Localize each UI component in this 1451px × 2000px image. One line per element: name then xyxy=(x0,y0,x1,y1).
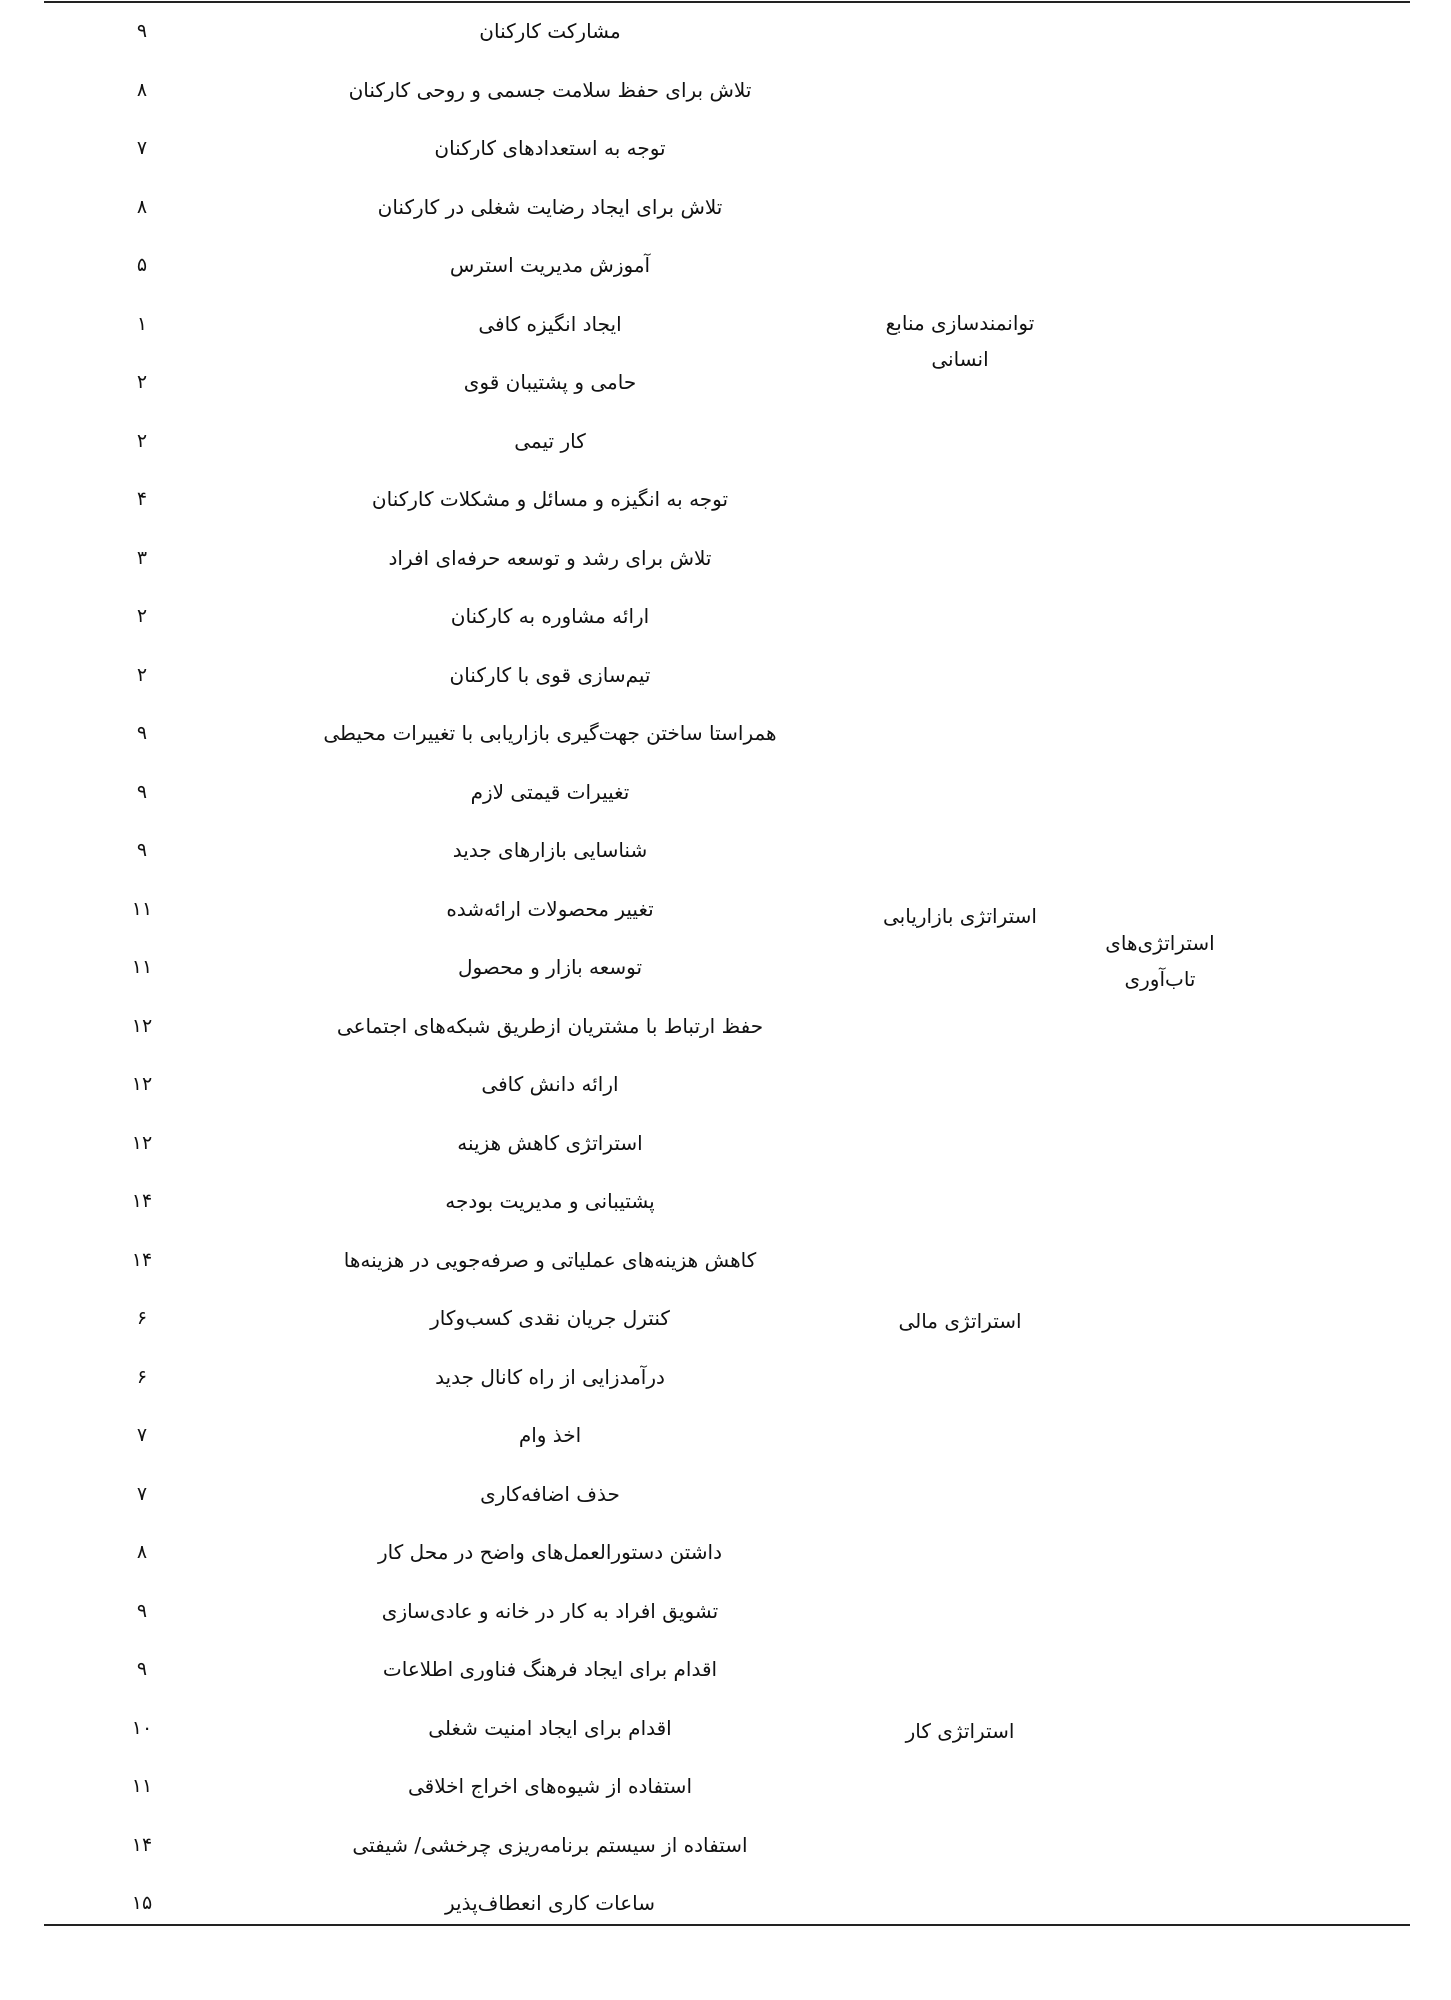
row-text: کاهش هزینه‌های عملیاتی و صرفه‌جویی در هزینه‌ها xyxy=(343,1248,757,1272)
row-text: تغییر محصولات ارائه‌شده xyxy=(446,897,654,921)
row-text: کنترل جریان نقدی کسب‌وکار xyxy=(430,1306,670,1330)
table-row xyxy=(0,1474,1451,1514)
table-row xyxy=(0,655,1451,695)
table-row xyxy=(0,1649,1451,1689)
table-row xyxy=(0,1415,1451,1455)
row-text: تیم‌سازی قوی با کارکنان xyxy=(449,663,651,687)
table-row xyxy=(0,1006,1451,1046)
table-row xyxy=(0,1532,1451,1572)
row-text: ارائه مشاوره به کارکنان xyxy=(450,604,650,628)
row-text: تلاش برای رشد و توسعه حرفه‌ای افراد xyxy=(388,546,712,570)
row-frequency: ۱ xyxy=(136,313,148,335)
row-frequency: ۲ xyxy=(136,371,148,393)
row-frequency: ۹ xyxy=(136,20,148,42)
row-frequency: ۸ xyxy=(136,79,148,101)
row-text: کار تیمی xyxy=(514,429,586,453)
table-row xyxy=(0,772,1451,812)
table-row xyxy=(0,1591,1451,1631)
row-text: تشویق افراد به کار در خانه و عادی‌سازی xyxy=(381,1599,719,1623)
row-frequency: ۸ xyxy=(136,196,148,218)
row-frequency: ۲ xyxy=(136,430,148,452)
row-text: داشتن دستورالعمل‌های واضح در محل کار xyxy=(378,1540,722,1564)
table-row xyxy=(0,1708,1451,1748)
table-row xyxy=(0,1123,1451,1163)
table-row xyxy=(0,1064,1451,1104)
table-row xyxy=(0,187,1451,227)
row-text: تغییرات قیمتی لازم xyxy=(470,780,630,804)
group-line-1: استراتژی بازاریابی xyxy=(883,904,1037,928)
row-text: مشارکت کارکنان xyxy=(479,19,621,43)
table-row xyxy=(0,1357,1451,1397)
row-frequency: ۱۴ xyxy=(131,1249,153,1271)
group-line-1: توانمندسازی منابع xyxy=(885,311,1035,335)
row-text: حامی و پشتیبان قوی xyxy=(463,370,637,394)
bottom-rule xyxy=(44,1924,1410,1926)
table-row xyxy=(0,128,1451,168)
table-row xyxy=(0,1883,1451,1923)
table-row xyxy=(0,421,1451,461)
table-row xyxy=(0,245,1451,285)
top-rule xyxy=(44,1,1410,3)
row-text: ایجاد انگیزه کافی xyxy=(478,312,622,336)
row-frequency: ۷ xyxy=(136,1483,148,1505)
row-frequency: ۲ xyxy=(136,664,148,686)
row-text: درآمدزایی از راه کانال جدید xyxy=(435,1365,665,1389)
row-text: توجه به انگیزه و مسائل و مشکلات کارکنان xyxy=(371,487,729,511)
row-frequency: ۱۲ xyxy=(131,1015,153,1037)
row-frequency: ۱۴ xyxy=(131,1834,153,1856)
table-row xyxy=(0,1766,1451,1806)
row-frequency: ۱۲ xyxy=(131,1073,153,1095)
table-row xyxy=(0,596,1451,636)
row-frequency: ۹ xyxy=(136,1600,148,1622)
row-frequency: ۶ xyxy=(136,1366,148,1388)
table-row xyxy=(0,1181,1451,1221)
row-frequency: ۷ xyxy=(136,137,148,159)
row-text: همراستا ساختن جهت‌گیری بازاریابی با تغییرات محیطی xyxy=(323,721,777,745)
row-frequency: ۸ xyxy=(136,1541,148,1563)
row-frequency: ۹ xyxy=(136,839,148,861)
row-frequency: ۱۱ xyxy=(131,956,153,978)
row-text: پشتیبانی و مدیریت بودجه xyxy=(445,1189,655,1213)
category-line-1: استراتژی‌های xyxy=(1105,931,1215,955)
table-row xyxy=(0,889,1451,929)
row-frequency: ۱۴ xyxy=(131,1190,153,1212)
row-text: شناسایی بازارهای جدید xyxy=(452,838,648,862)
row-text: ارائه دانش کافی xyxy=(481,1072,619,1096)
table-row xyxy=(0,304,1451,344)
row-text: اخذ وام xyxy=(518,1423,582,1447)
row-frequency: ۹ xyxy=(136,722,148,744)
row-text: اقدام برای ایجاد امنیت شغلی xyxy=(428,1716,672,1740)
row-text: توجه به استعدادهای کارکنان xyxy=(434,136,666,160)
table-row xyxy=(0,538,1451,578)
table-row xyxy=(0,947,1451,987)
row-frequency: ۹ xyxy=(136,1658,148,1680)
row-text: توسعه بازار و محصول xyxy=(457,955,643,979)
row-frequency: ۶ xyxy=(136,1307,148,1329)
row-text: استفاده از سیستم برنامه‌ریزی چرخشی/ شیفتی xyxy=(352,1833,748,1857)
row-text: حفظ ارتباط با مشتریان ازطریق شبکه‌های اجتماعی xyxy=(336,1014,764,1038)
table-row xyxy=(0,1298,1451,1338)
row-text: حذف اضافه‌کاری xyxy=(480,1482,620,1506)
table-row xyxy=(0,70,1451,110)
row-text: اقدام برای ایجاد فرهنگ فناوری اطلاعات xyxy=(382,1657,718,1681)
row-frequency: ۹ xyxy=(136,781,148,803)
row-text: استراتژی کاهش هزینه xyxy=(457,1131,643,1155)
row-frequency: ۱۰ xyxy=(131,1717,153,1739)
row-frequency: ۵ xyxy=(136,254,148,276)
row-frequency: ۱۱ xyxy=(131,1775,153,1797)
row-text: آموزش مدیریت استرس xyxy=(449,253,651,277)
table-row xyxy=(0,1240,1451,1280)
row-text: ساعات کاری انعطاف‌پذیر xyxy=(444,1891,656,1915)
row-frequency: ۱۱ xyxy=(131,898,153,920)
row-text: تلاش برای حفظ سلامت جسمی و روحی کارکنان xyxy=(348,78,752,102)
row-frequency: ۲ xyxy=(136,605,148,627)
group-line-1: استراتژی کار xyxy=(905,1719,1015,1743)
row-frequency: ۱۲ xyxy=(131,1132,153,1154)
table-row xyxy=(0,713,1451,753)
table-row xyxy=(0,11,1451,51)
row-text: استفاده از شیوه‌های اخراج اخلاقی xyxy=(408,1774,692,1798)
table-row xyxy=(0,1825,1451,1865)
category-line-2: تاب‌آوری xyxy=(1124,967,1196,991)
row-frequency: ۷ xyxy=(136,1424,148,1446)
row-frequency: ۳ xyxy=(136,547,148,569)
row-frequency: ۴ xyxy=(136,488,148,510)
table-row xyxy=(0,479,1451,519)
table-row xyxy=(0,362,1451,402)
group-line-1: استراتژی مالی xyxy=(898,1309,1022,1333)
table-row xyxy=(0,830,1451,870)
row-frequency: ۱۵ xyxy=(131,1892,153,1914)
row-text: تلاش برای ایجاد رضایت شغلی در کارکنان xyxy=(377,195,723,219)
group-line-2: انسانی xyxy=(931,347,989,371)
